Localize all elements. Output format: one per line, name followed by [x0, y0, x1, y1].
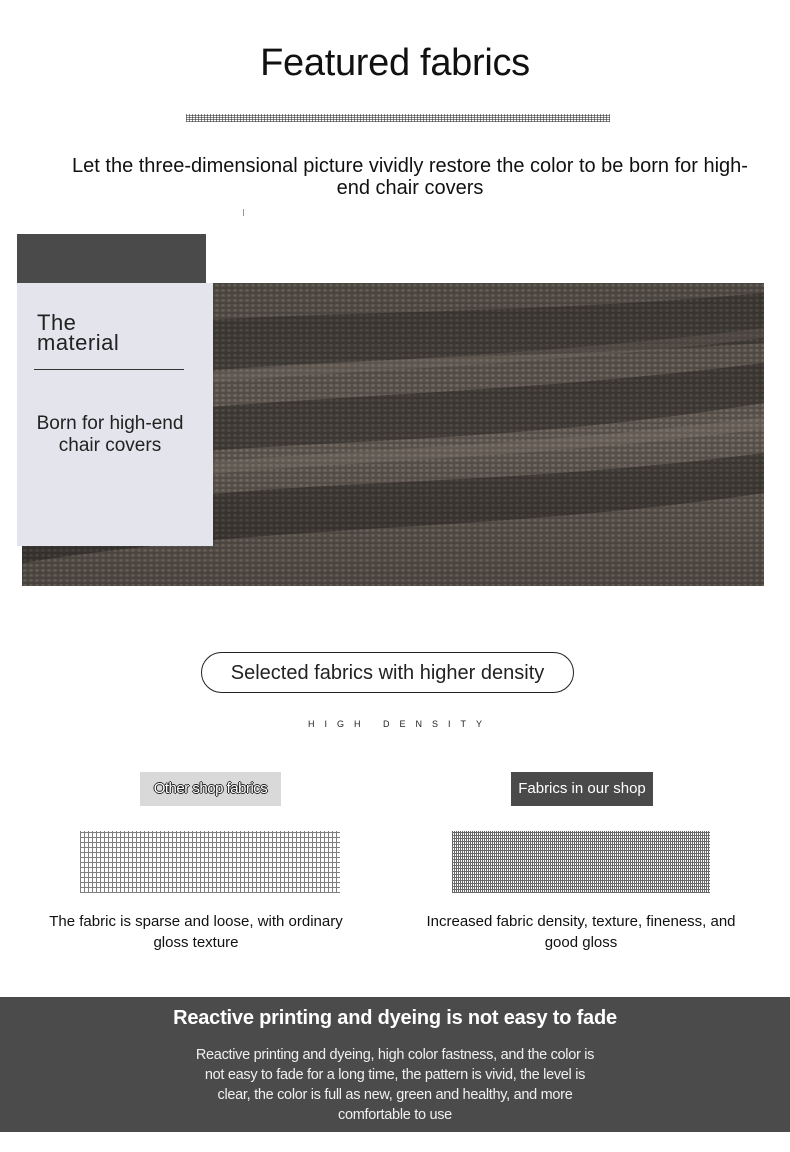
page-title: Featured fabrics [260, 42, 530, 84]
our-fabric-description: Increased fabric density, texture, fineness, and good gloss [426, 913, 736, 951]
high-density-caption: HIGH DENSITY [307, 719, 492, 729]
page-subtitle: Let the three-dimensional picture vividly restore the color to be born for high-end chair covers [72, 155, 748, 199]
material-title: The material [37, 310, 120, 355]
our-shop-badge: Fabrics in our shop [511, 772, 653, 806]
material-divider [34, 369, 184, 370]
tick-mark [243, 209, 244, 216]
decor-dark-block [17, 234, 206, 283]
banner-body: Reactive printing and dyeing, high color fastness, and the color is not easy to fade for a long time, the pattern is vivid, the level is clear, the color is full as new, green and healthy, and more comfortable to use [195, 1047, 595, 1123]
dense-weave-swatch [452, 831, 710, 893]
density-heading-pill: Selected fabrics with higher density [201, 652, 574, 693]
material-panel [17, 283, 213, 546]
dotted-divider [186, 114, 610, 122]
loose-weave-swatch [80, 831, 340, 893]
material-subtitle: Born for high-end chair covers [36, 413, 184, 456]
banner-title: Reactive printing and dyeing is not easy to fade [173, 1007, 617, 1029]
other-shop-badge: Other shop fabrics [140, 772, 281, 806]
other-fabric-description: The fabric is sparse and loose, with ordinary gloss texture [49, 913, 343, 951]
fade-resistance-banner [0, 997, 790, 1132]
